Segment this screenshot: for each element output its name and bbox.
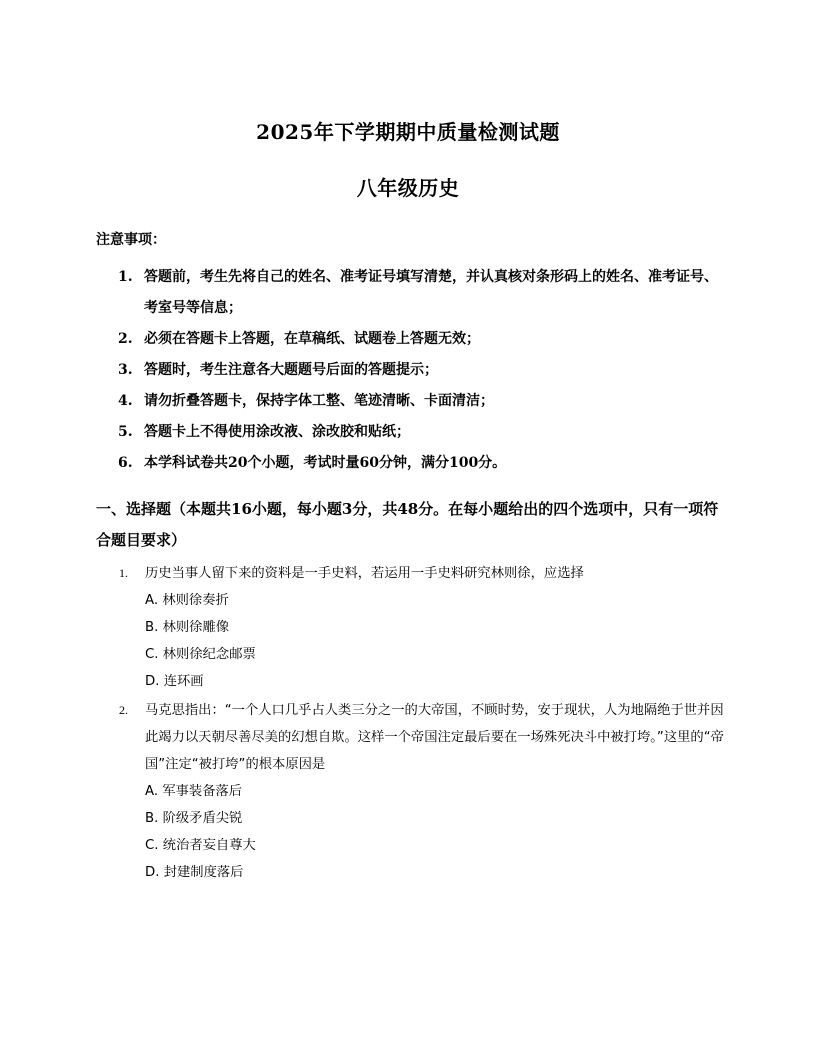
notice-item-text: 答题前，考生先将自己的姓名、准考证号填写清楚，并认真核对条形码上的姓名、准考证号、考室号等信息； (144, 269, 718, 316)
notice-list (118, 262, 718, 479)
notice-item-number: 1. (118, 269, 133, 285)
notice-item (118, 355, 718, 386)
notice-item-number: 3. (118, 362, 133, 378)
notice-item-text: 答题时，考生注意各大题题号后面的答题提示； (144, 362, 438, 378)
question-number: 1. (119, 566, 128, 580)
notice-item-text: 答题卡上不得使用涂改液、涂改胶和贴纸； (144, 424, 410, 440)
notice-item-number: 4. (118, 393, 133, 409)
answer-option: D. 连环画 (145, 674, 204, 689)
notice-item (118, 386, 718, 417)
notice-item-text: 请勿折叠答题卡，保持字体工整、笔迹清晰、卡面清洁； (144, 393, 494, 409)
question-number: 2. (119, 703, 128, 717)
answer-option: C. 林则徐纪念邮票 (145, 647, 256, 662)
notice-item-number: 6. (118, 455, 133, 471)
answer-option: A. 军事装备落后 (145, 784, 243, 799)
answer-option: D. 封建制度落后 (145, 865, 244, 880)
notice-item (118, 262, 718, 324)
notice-item-text: 必须在答题卡上答题，在草稿纸、试题卷上答题无效； (144, 331, 480, 347)
question-list (119, 560, 725, 888)
notice-item (118, 448, 718, 479)
question (119, 560, 725, 695)
notice-item-number: 2. (118, 331, 133, 347)
answer-option: B. 阶级矛盾尖锐 (145, 811, 243, 826)
notice-item-text: 本学科试卷共20个小题，考试时量60分钟，满分100分。 (144, 455, 507, 471)
notice-item (118, 324, 718, 355)
answer-option: C. 统治者妄自尊大 (145, 838, 256, 853)
answer-option: A. 林则徐奏折 (145, 593, 229, 608)
question-stem: 历史当事人留下来的资料是一手史料，若运用一手史料研究林则徐，应选择 (145, 566, 584, 581)
answer-option: B. 林则徐雕像 (145, 620, 230, 635)
notice-item (118, 417, 718, 448)
question (119, 697, 725, 886)
question-stem: 马克思指出：“一个人口几乎占人类三分之一的大帝国，不顾时势，安于现状，人为地隔绝于世并因此竭力以天朝尽善尽美的幻想自欺。这样一个帝国注定最后要在一场殊死决斗中被打垮。”这里的“帝国”注定“被打垮”的根本原因是 (145, 703, 724, 772)
exam-title: 2025年下学期期中质量检测试题 (256, 120, 560, 144)
exam-subject: 八年级历史 (356, 176, 460, 200)
section-heading: 一、选择题（本题共16小题，每小题3分，共48分。在每小题给出的四个选项中，只有一项符合题目要求） (96, 500, 719, 549)
notice-item-number: 5. (118, 424, 133, 440)
notice-heading: 注意事项： (96, 232, 166, 248)
